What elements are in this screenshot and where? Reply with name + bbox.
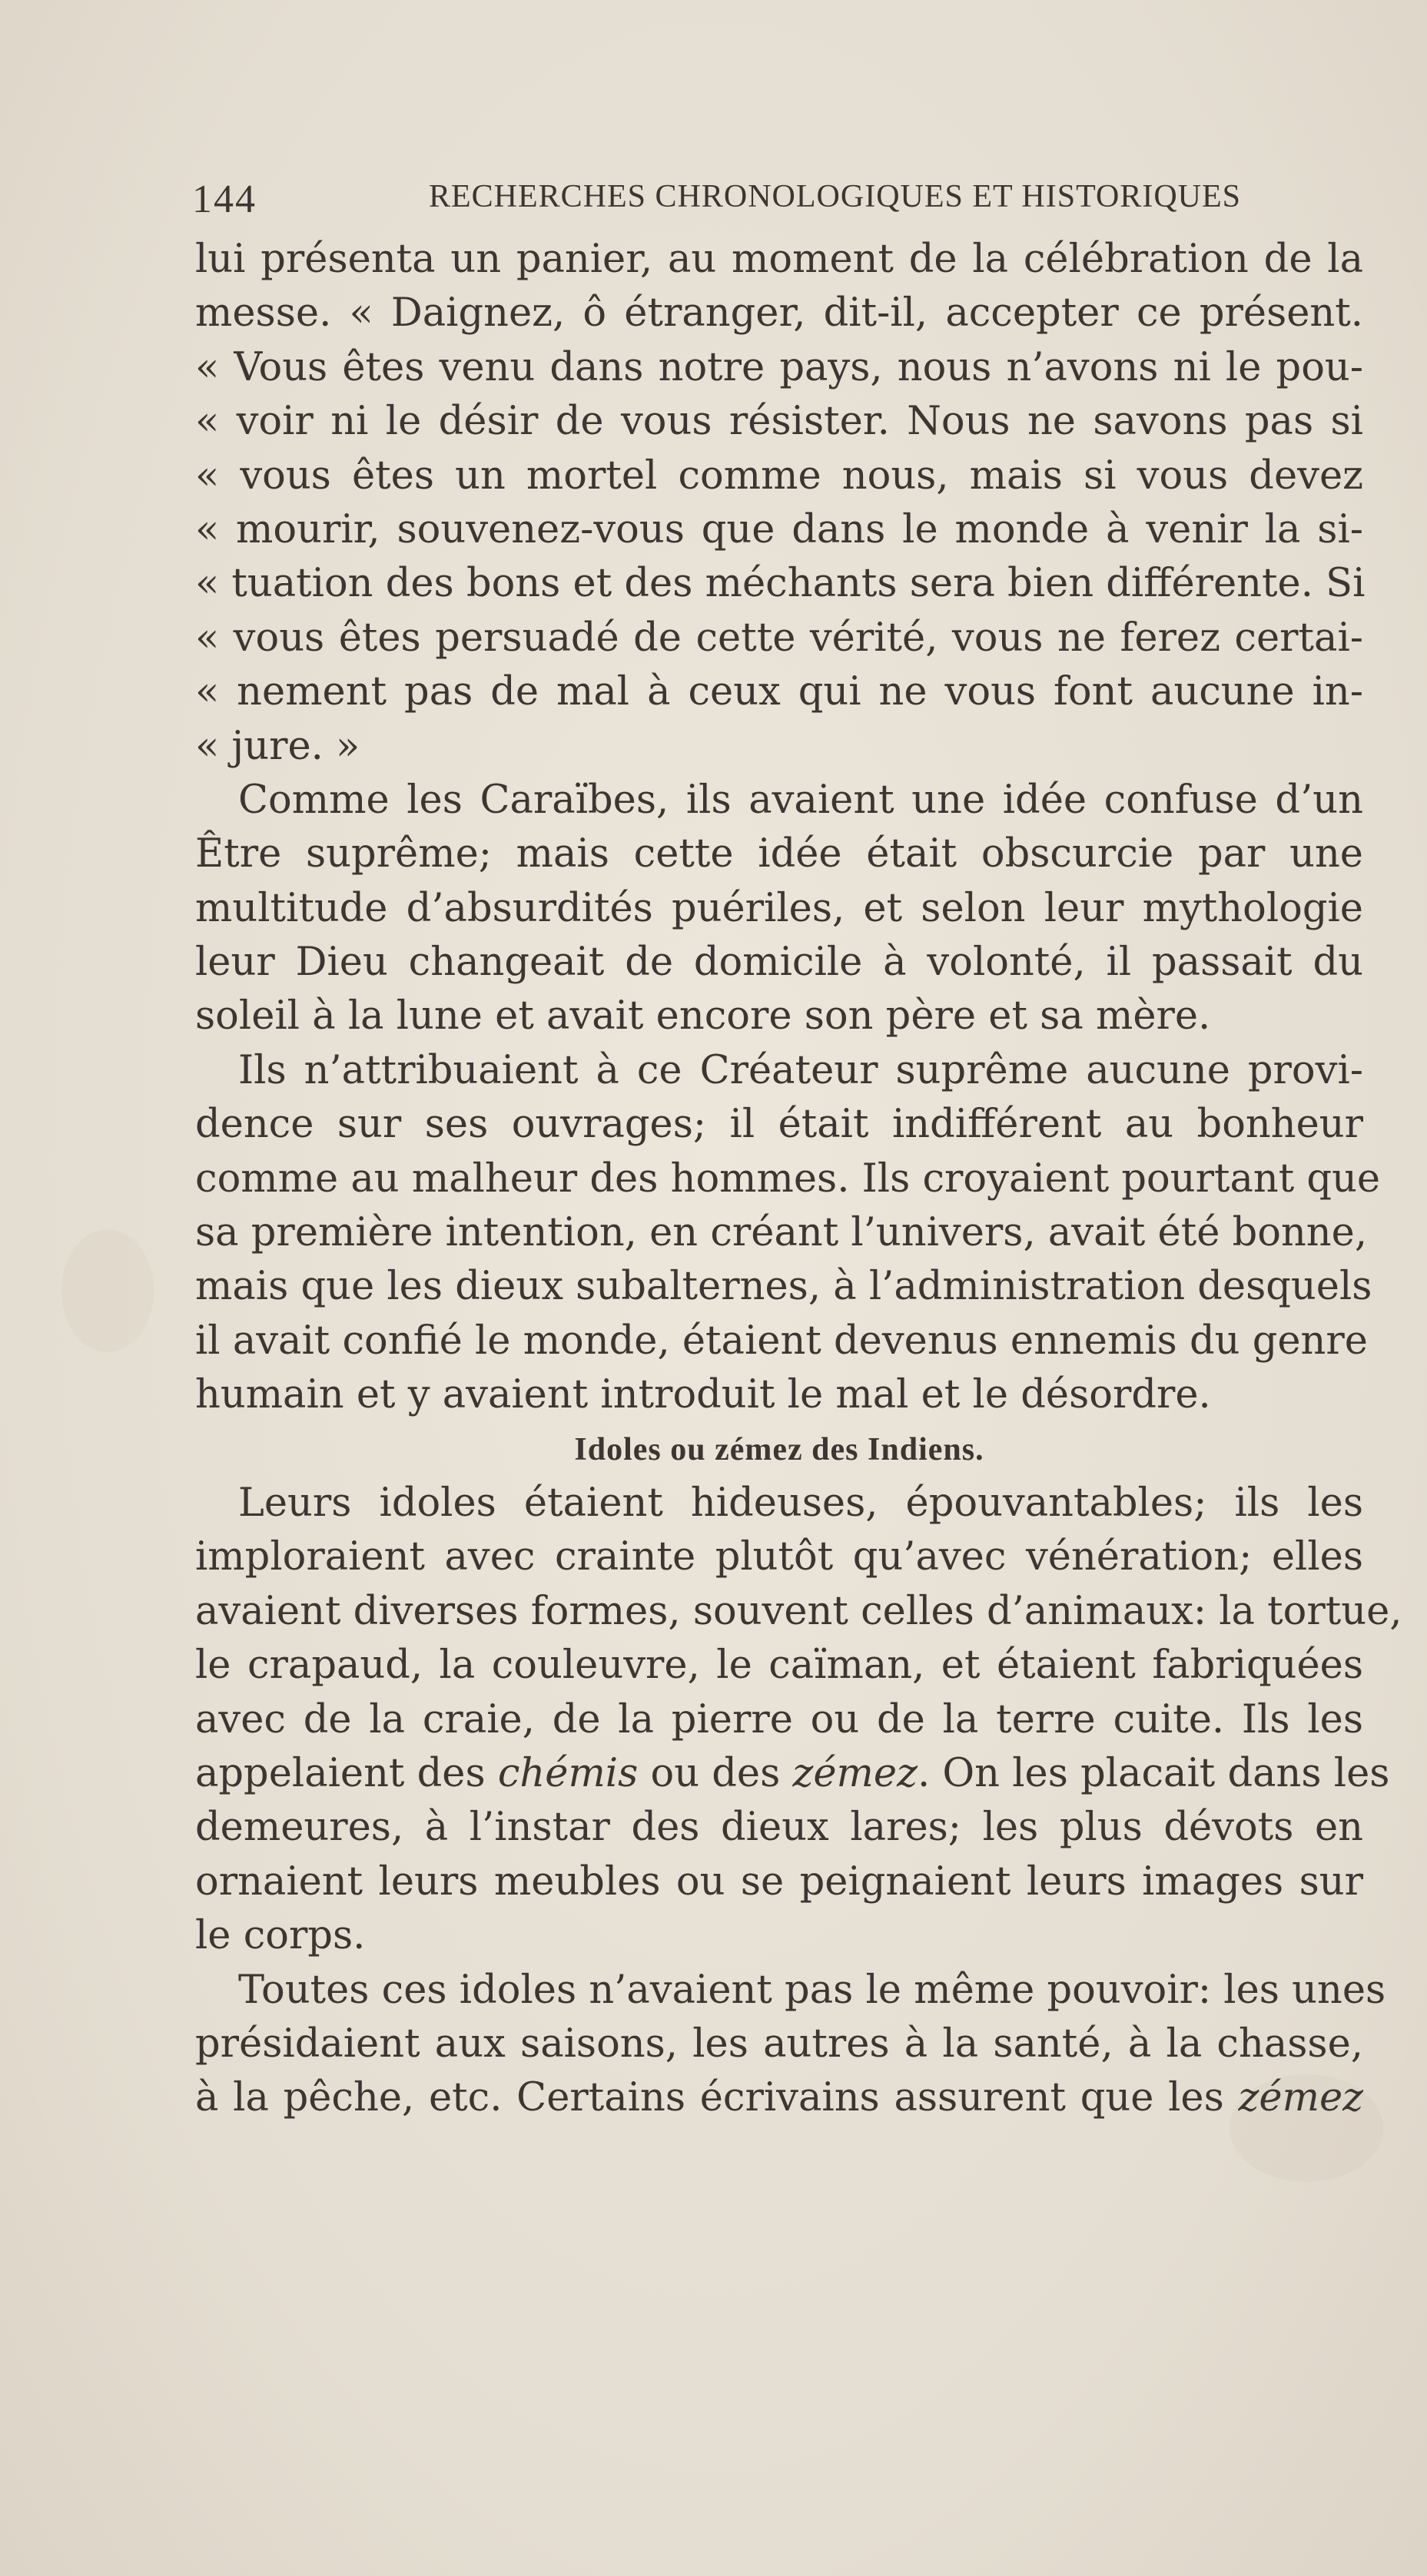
page-header	[192, 171, 1242, 221]
text-line: comme au malheur des hommes. Ils croyaient pourtant que	[195, 1155, 1381, 1202]
text-line: messe. « Daignez, ô étranger, dit-il, accepter ce présent.	[195, 290, 1363, 337]
page-number: 144	[192, 177, 257, 221]
text-line-with-italics	[195, 2071, 1363, 2125]
text-line: lui présenta un panier, au moment de la célébration de la	[195, 237, 1363, 282]
text-line: il avait confié le monde, étaient devenus ennemis du genre	[195, 1318, 1368, 1364]
paper-stain	[61, 1229, 154, 1352]
text-line: le corps.	[195, 1913, 366, 1959]
text-line: avaient diverses formes, souvent celles d’animaux: la tortue,	[195, 1588, 1402, 1634]
body-text	[195, 233, 1402, 2126]
text-line: imploraient avec crainte plutôt qu’avec vénération; elles	[195, 1534, 1363, 1580]
text-line: « vous êtes un mortel comme nous, mais si vous devez	[195, 453, 1363, 499]
paragraph-start: Comme les Caraïbes, ils avaient une idée confuse d’un	[238, 777, 1363, 823]
text-line: « tuation des bons et des méchants sera bien différente. Si	[195, 561, 1366, 607]
text-line: humain et y avaient introduit le mal et le désordre.	[195, 1372, 1211, 1418]
paragraph-start: Ils n’attribuaient à ce Créateur suprême aucune provi-	[238, 1047, 1363, 1093]
paragraph-start: Toutes ces idoles n’avaient pas le même pouvoir: les unes	[238, 1967, 1386, 2013]
text-line: leur Dieu changeait de domicile à volonté, il passait du	[195, 940, 1363, 986]
italic-term: zémez	[792, 1750, 918, 1796]
text-line: « vous êtes persuadé de cette vérité, vous ne ferez certai-	[195, 615, 1363, 661]
paragraph-start: Leurs idoles étaient hideuses, épouvantables; ils les	[238, 1480, 1363, 1526]
italic-term: chémis	[497, 1750, 639, 1796]
italic-term: zémez	[1238, 2075, 1363, 2121]
text-line-with-italics	[195, 1747, 1390, 1801]
text-line: mais que les dieux subalternes, à l’administration desquels	[195, 1264, 1372, 1310]
text-line: dence sur ses ouvrages; il était indifférent au bonheur	[195, 1102, 1363, 1148]
text-line: soleil à la lune et avait encore son père et sa mère.	[195, 993, 1211, 1039]
text-line: ornaient leurs meubles ou se peignaient leurs images sur	[195, 1858, 1363, 1905]
text-line: « jure. »	[195, 723, 360, 769]
text-line: avec de la craie, de la pierre ou de la terre cuite. Ils les	[195, 1696, 1363, 1742]
text-run: à la pêche, etc. Certains écrivains assurent que les	[195, 2075, 1239, 2121]
text-run: . On les placait dans les	[917, 1750, 1390, 1796]
text-line: demeures, à l’instar des dieux lares; les plus dévots en	[195, 1805, 1363, 1851]
section-heading: Idoles ou zémez des Indiens.	[574, 1431, 984, 1467]
text-line: multitude d’absurdités puériles, et selon leur mythologie	[195, 885, 1363, 931]
text-line: Être suprême; mais cette idée était obscurcie par une	[195, 831, 1363, 877]
text-line: « nement pas de mal à ceux qui ne vous font aucune in-	[195, 669, 1363, 715]
text-line: présidaient aux saisons, les autres à la santé, à la chasse,	[195, 2021, 1363, 2067]
text-line: sa première intention, en créant l’univers, avait été bonne,	[195, 1210, 1368, 1256]
text-line: « Vous êtes venu dans notre pays, nous n’avons ni le pou-	[195, 344, 1363, 390]
text-run: ou des	[638, 1750, 793, 1796]
text-line: « voir ni le désir de vous résister. Nous ne savons pas si	[195, 399, 1363, 445]
text-run: appelaient des	[195, 1750, 498, 1796]
running-title: RECHERCHES CHRONOLOGIQUES ET HISTORIQUES	[429, 179, 1242, 214]
text-line: le crapaud, la couleuvre, le caïman, et étaient fabriquées	[195, 1643, 1363, 1689]
text-line: « mourir, souvenez-vous que dans le monde à venir la si-	[195, 506, 1363, 552]
